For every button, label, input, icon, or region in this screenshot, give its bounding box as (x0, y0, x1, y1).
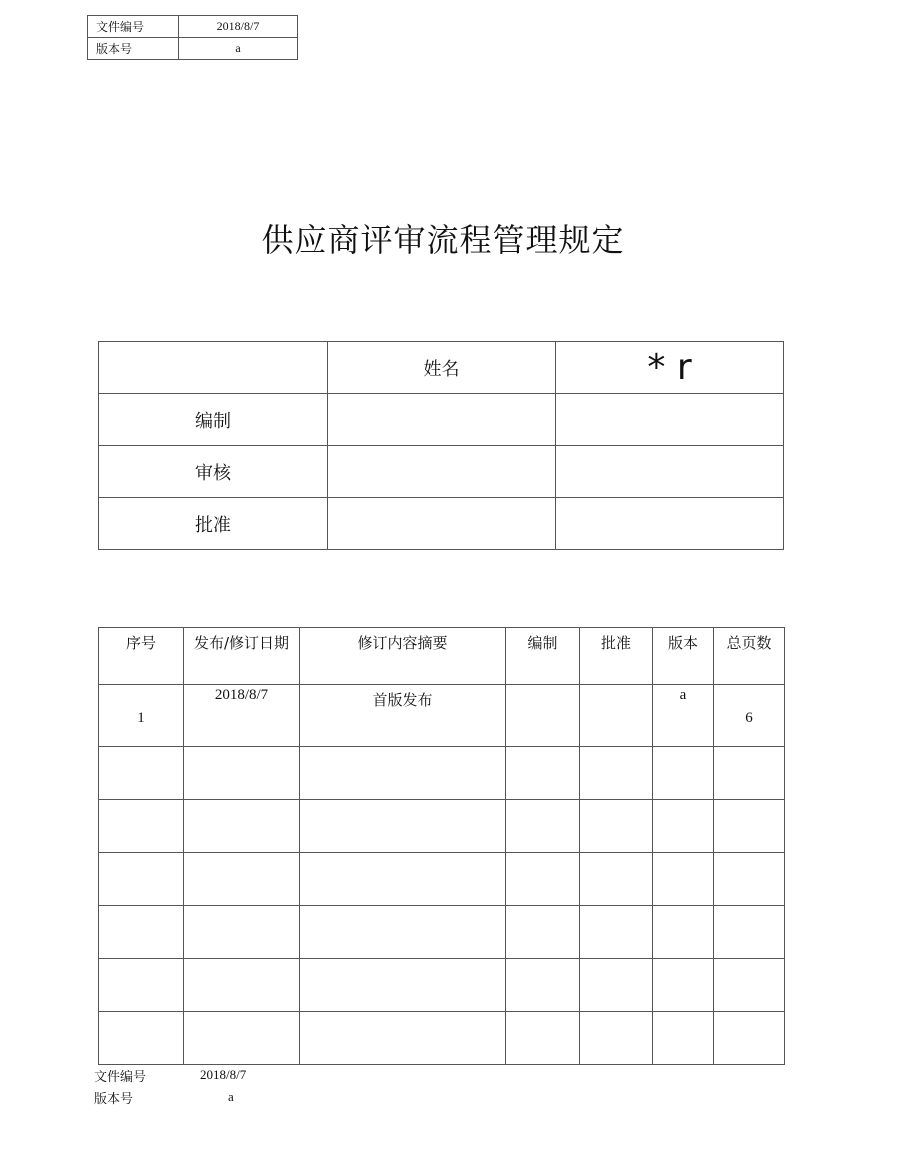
sig-extra-cell (556, 498, 784, 550)
table-row (99, 685, 785, 747)
rev-header-editor: 编制 (506, 628, 580, 685)
footer-doc-no-value: 2018/8/7 (200, 1067, 247, 1082)
sig-name-cell (328, 498, 556, 550)
sig-role-label: 审核 (99, 446, 328, 498)
sig-name-cell (328, 446, 556, 498)
rev-no: 1 (99, 685, 184, 747)
footer-info (94, 1064, 246, 1108)
version-label: 版本号 (88, 38, 179, 60)
footer-doc-no-label: 文件编号 (94, 1069, 147, 1085)
sig-extra-cell (556, 446, 784, 498)
rev-header-no: 序号 (99, 628, 184, 685)
doc-no-label: 文件编号 (88, 16, 179, 38)
footer-version-label: 版本号 (94, 1091, 134, 1107)
doc-no-value: 2018/8/7 (179, 16, 298, 38)
sig-extra-cell (556, 394, 784, 446)
table-row (99, 747, 785, 800)
document-title: 供应商评审流程管理规定 (261, 221, 625, 259)
rev-header-summary: 修订内容摘要 (300, 628, 506, 685)
rev-approver (580, 685, 653, 747)
rev-editor (506, 685, 580, 747)
signature-table (98, 341, 784, 550)
table-row (99, 1012, 785, 1065)
rev-header-pages: 总页数 (714, 628, 785, 685)
rev-header-approver: 批准 (580, 628, 653, 685)
rev-header-date: 发布/修订日期 (184, 628, 300, 685)
footer-version-value: a (228, 1089, 234, 1104)
sig-header-extra: * r (556, 342, 784, 394)
revision-table (98, 627, 785, 1065)
sig-header-name: 姓名 (328, 342, 556, 394)
header-info-box (87, 15, 298, 60)
sig-name-cell (328, 394, 556, 446)
rev-date: 2018/8/7 (184, 685, 300, 747)
rev-header-version: 版本 (653, 628, 714, 685)
table-row (99, 800, 785, 853)
rev-pages: 6 (714, 685, 785, 747)
sig-role-label: 批准 (99, 498, 328, 550)
table-row (99, 959, 785, 1012)
version-value: a (179, 38, 298, 60)
rev-summary: 首版发布 (300, 685, 506, 747)
table-row (99, 853, 785, 906)
table-row (99, 906, 785, 959)
sig-header-blank (99, 342, 328, 394)
sig-role-label: 编制 (99, 394, 328, 446)
rev-version: a (653, 685, 714, 747)
